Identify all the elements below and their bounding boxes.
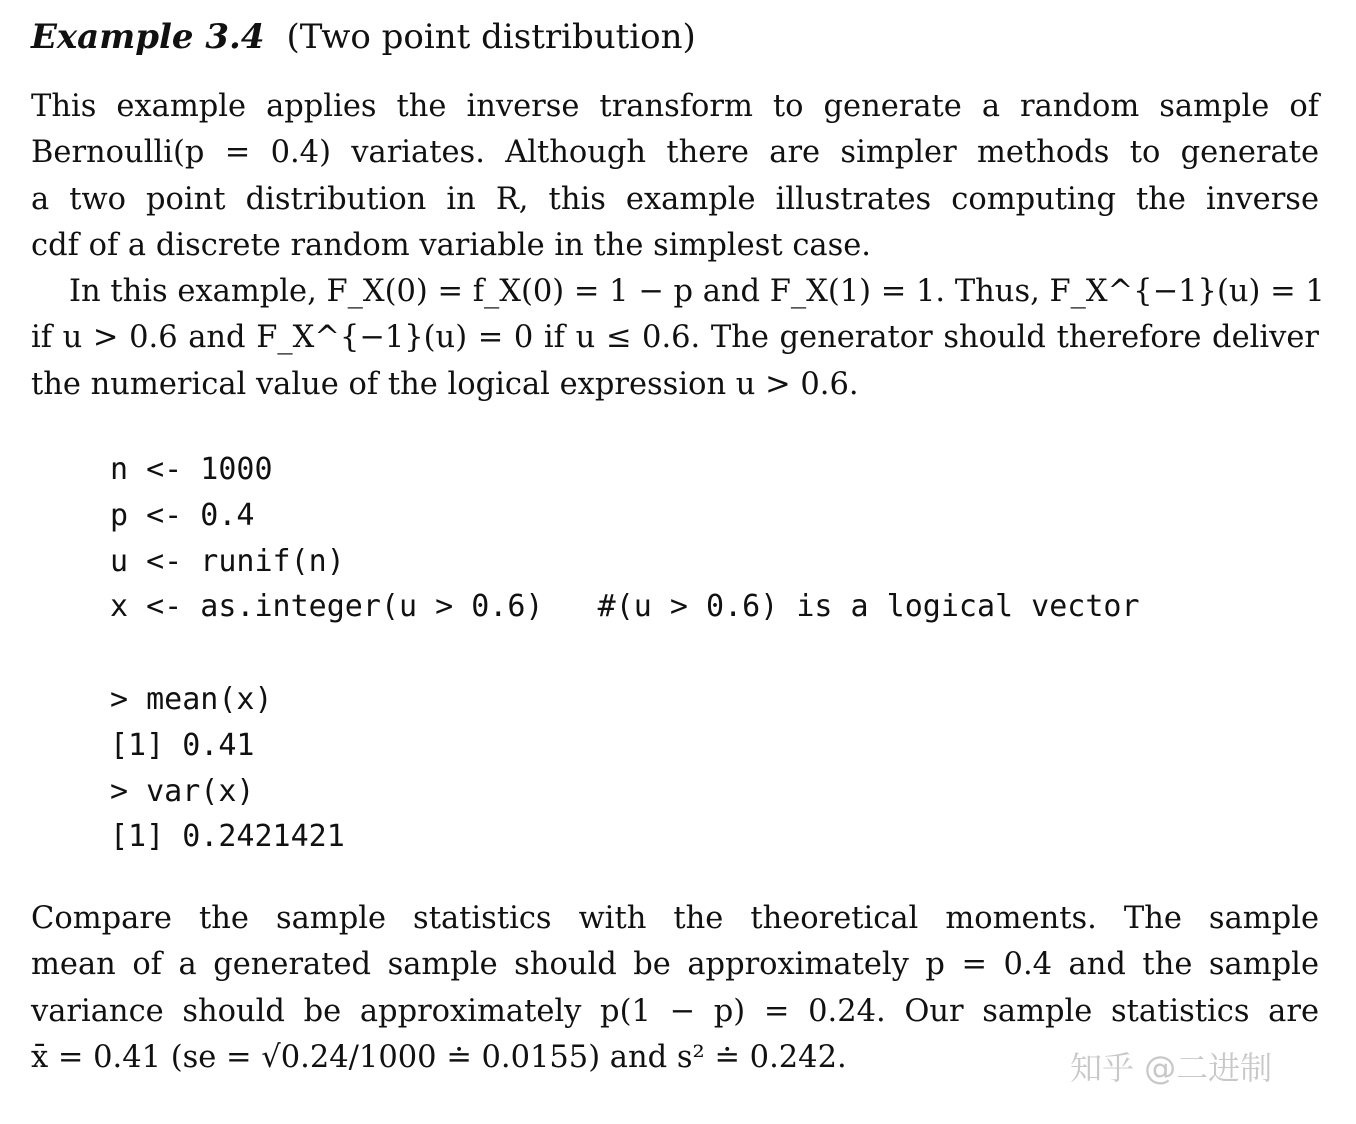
- output-line: [1] 0.41: [110, 727, 255, 763]
- compare-line: Compare the sample statistics with the theoretical moments. The sample: [31, 901, 1319, 936]
- output-line: > var(x): [110, 773, 255, 809]
- intro-line: a two point distribution in R, this example illustrates computing the inverse: [31, 181, 1319, 217]
- example-label: Example 3.4: [31, 17, 265, 57]
- output-line: > mean(x): [110, 682, 273, 717]
- code-line: p <- 0.4: [110, 497, 255, 533]
- compare-line: mean of a generated sample should be approximately p = 0.4 and the sample: [31, 947, 1319, 983]
- output-line: [1] 0.2421421: [110, 819, 345, 855]
- code-block: [110, 447, 1140, 630]
- example-title: (Two point distribution): [286, 17, 696, 57]
- explain-line: the numerical value of the logical expression u > 0.6.: [31, 366, 859, 402]
- intro-line: This example applies the inverse transform to generate a random sample of: [31, 89, 1319, 124]
- explain-line: In this example, F_X(0) = f_X(0) = 1 − p and F_X(1) = 1. Thus, F_X^{−1}(u) = 1: [69, 274, 1325, 310]
- intro-line: Bernoulli(p = 0.4) variates. Although there are simpler methods to generate: [31, 135, 1319, 171]
- explain-paragraph: [31, 269, 1325, 408]
- watermark: 知乎 @二进制: [1070, 1049, 1273, 1087]
- intro-paragraph: [31, 84, 1319, 269]
- compare-line: x̄ = 0.41 (se = √0.24/1000 ≐ 0.0155) and s² ≐ 0.242.: [31, 1039, 847, 1075]
- explain-line: if u > 0.6 and F_X^{−1}(u) = 0 if u ≤ 0.6. The generator should therefore deliver: [31, 320, 1319, 356]
- code-line: u <- runif(n): [110, 543, 345, 579]
- code-line: x <- as.integer(u > 0.6) #(u > 0.6) is a logical vector: [110, 589, 1140, 625]
- document-page: [31, 14, 1325, 408]
- compare-line: variance should be approximately p(1 − p) = 0.24. Our sample statistics are: [31, 993, 1319, 1029]
- intro-line: cdf of a discrete random variable in the simplest case.: [31, 227, 871, 263]
- output-block: [110, 677, 345, 860]
- code-line: n <- 1000: [110, 452, 273, 487]
- example-heading: [31, 14, 1319, 60]
